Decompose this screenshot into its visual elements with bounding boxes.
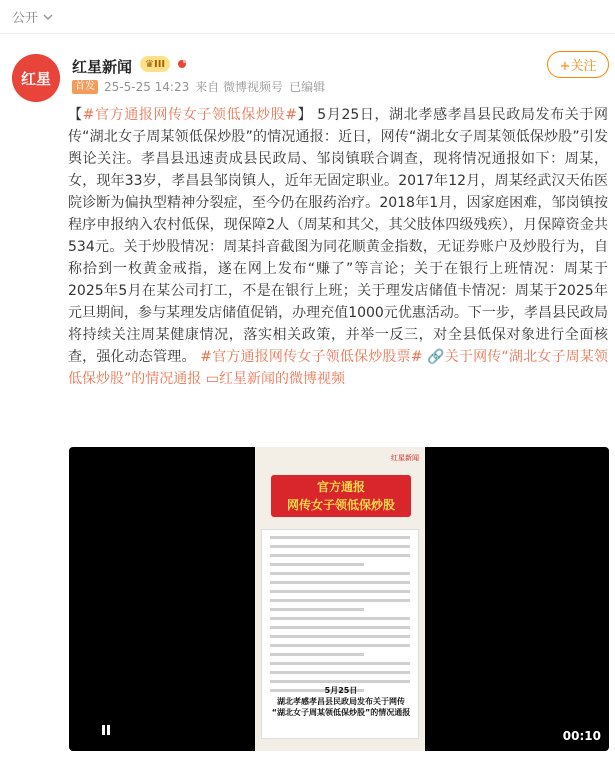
post-datetime[interactable]: 25-5-25 14:23	[104, 79, 190, 94]
article-link-text: 关于网传“湖北女子周某领低保炒股”的情况通报	[68, 349, 609, 387]
video-caption	[271, 685, 411, 718]
edited-label[interactable]: 已编辑	[289, 80, 326, 94]
follow-button[interactable]: +关注	[547, 51, 609, 78]
bracket-close: 】	[296, 107, 313, 123]
topic-link-tail[interactable]: #官方通报网传女子领低保炒股票#	[200, 349, 423, 365]
pause-icon[interactable]	[101, 725, 111, 735]
video-timer: 00:10	[562, 729, 601, 743]
post-content	[68, 104, 608, 390]
fan-badge-icon[interactable]	[176, 58, 188, 70]
post-body-text: 5月25日，湖北孝感孝昌县民政局发布关于网传“湖北女子周某领低保炒股”的情况通报：近日，网传“湖北女子周某领低保炒股”引发舆论关注。孝昌县迅速责成县民政局、邹岗镇联合调查，现将情况通报如下：周某，女，现年33岁，孝昌县邹岗镇人，近年无固定职业。2017年12月，周某经武汉天佑医院诊断为偏执型精神分裂症，至今仍在服药治疗。2018年1月，因家庭困难，邹岗镇按程序申报纳入农村低保，现保障2人（周某和其父，其父肢体四级残疾），月保障资金共534元。关于炒股情况：周某抖音截图为同花顺黄金指数，无证券账户及炒股行为，自称拾到一枚黄金戒指，遂在网上发布“赚了”等言论；关于在银行上班情况：周某于2025年5月在某公司打工，不是在银行上班；关于理发店储值卡情况：周某于2025年元旦期间，参与某理发店储值促销，办理充值1000元优惠活动。下一步，孝昌县民政局将持续关注周某健康情况，落实相关政策，并举一反三，对全县低保对象进行全面核查，强化动态管理。	[68, 107, 609, 365]
post-source: 来自 微博视频号	[195, 80, 284, 94]
video-player[interactable]	[69, 447, 609, 751]
bracket-open: 【	[68, 107, 83, 123]
caption-line-1: 5月25日	[324, 686, 358, 695]
post-header	[0, 44, 615, 104]
caption-line-3: “湖北女子周某领低保炒股”的情况通报	[271, 708, 411, 717]
avatar-text: 红星	[20, 70, 52, 88]
author-name[interactable]: 红星新闻	[72, 58, 133, 76]
chevron-down-icon	[42, 11, 54, 23]
vip-badge[interactable]	[140, 56, 170, 72]
avatar[interactable]	[12, 54, 60, 102]
author-badges	[140, 56, 188, 72]
visibility-label: 公开	[12, 11, 39, 26]
video-link[interactable]	[206, 371, 345, 387]
post-meta	[72, 78, 325, 95]
vip-level: III	[153, 58, 166, 70]
caption-line-2: 湖北孝感孝昌县民政局发布关于网传	[277, 697, 405, 706]
video-icon: ▭	[205, 371, 219, 387]
topic-link-title[interactable]: #官方通报网传女子领低保炒股#	[82, 107, 297, 123]
banner-line-1: 官方通报	[316, 480, 365, 494]
video-link-text: 红星新闻的微博视频	[218, 371, 345, 387]
video-frame	[255, 447, 425, 751]
link-icon: 🔗	[427, 349, 445, 365]
visibility-bar[interactable]	[0, 0, 615, 34]
first-post-tag: 首发	[72, 80, 98, 94]
video-brand: 红星新闻	[391, 454, 419, 462]
banner-line-2: 网传女子领低保炒股	[286, 498, 395, 512]
crown-icon: ♛	[145, 58, 154, 70]
video-banner	[271, 475, 411, 517]
